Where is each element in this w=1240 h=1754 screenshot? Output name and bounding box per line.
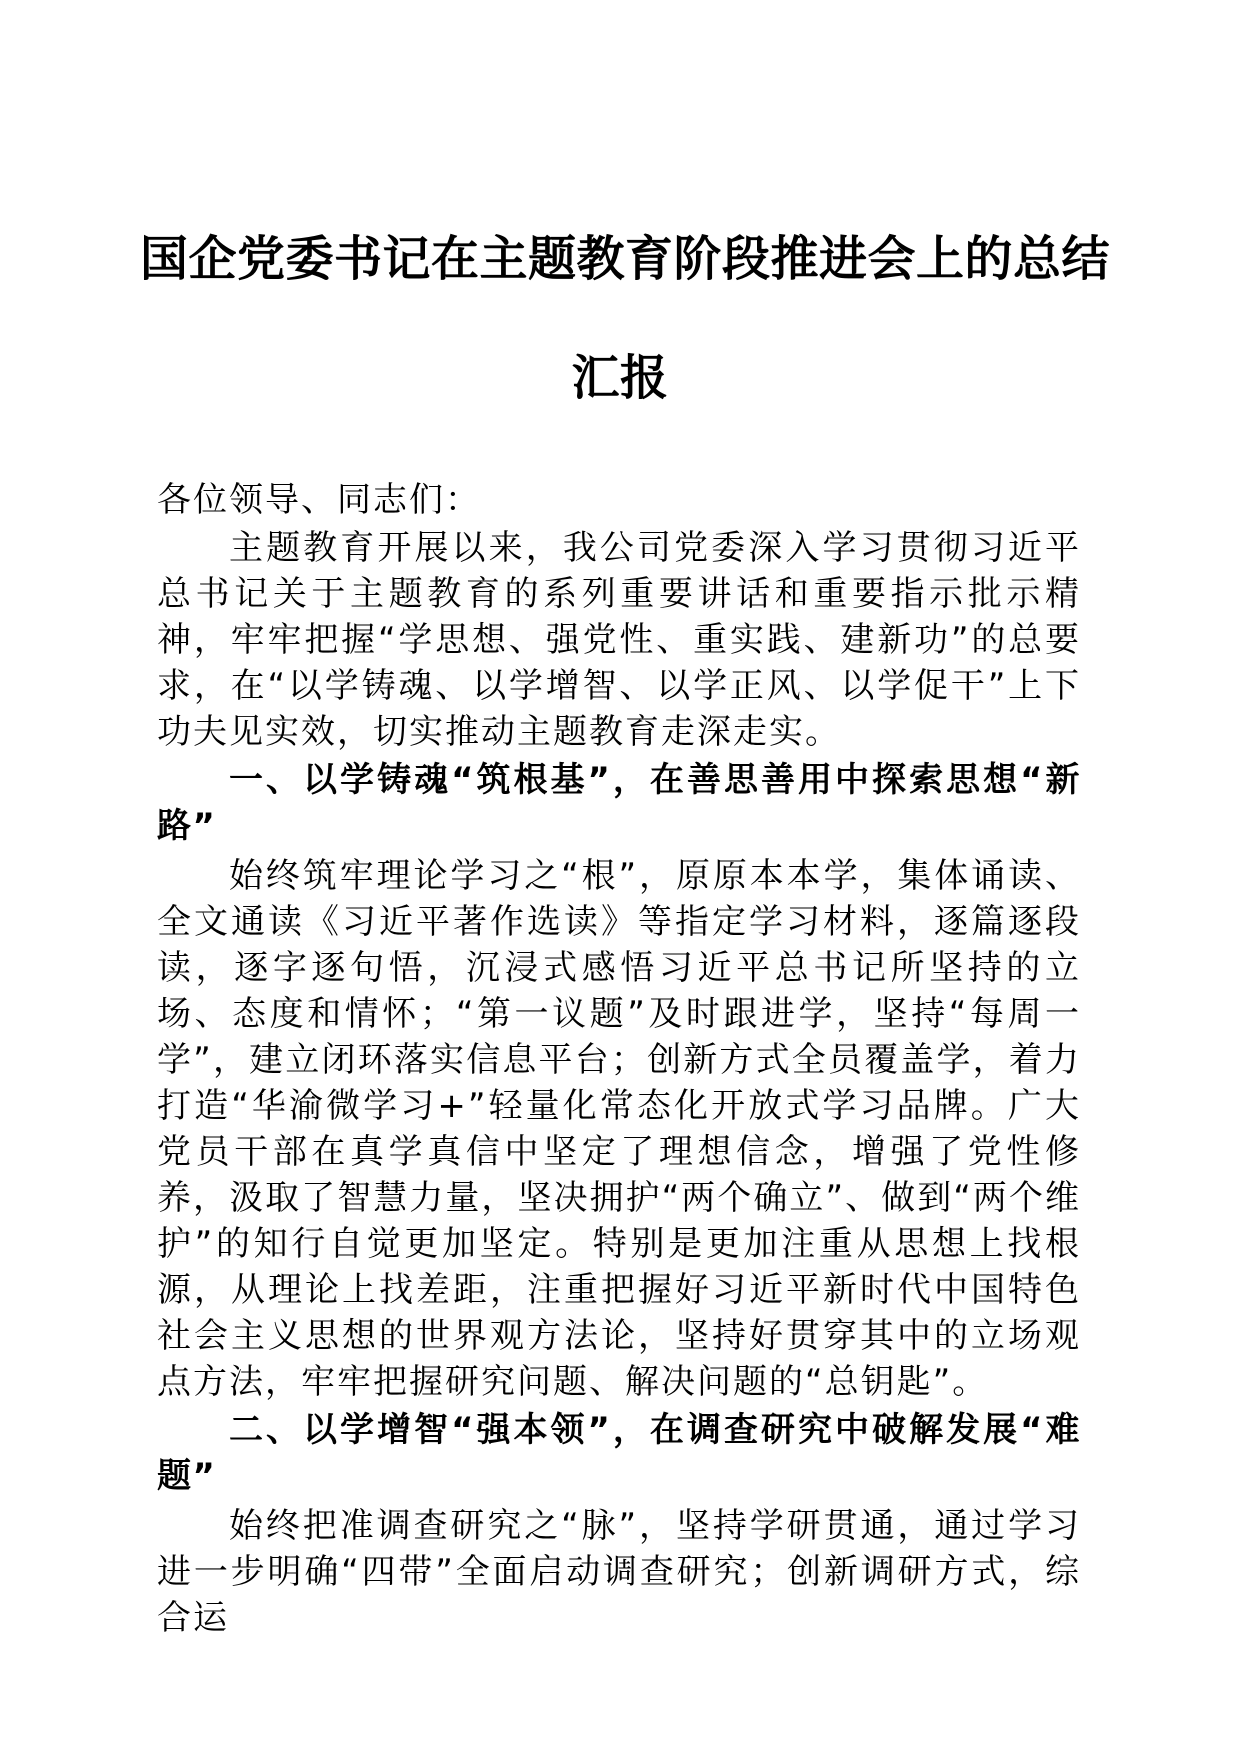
salutation: 各位领导、同志们： <box>157 480 481 520</box>
section-2-paragraph: 始终把准调查研究之“脉”，坚持学研贯通，通过学习进一步明确“四带”全面启动调查研究；创新调研方式，综合运 <box>157 1506 1081 1638</box>
intro-paragraph: 主题教育开展以来，我公司党委深入学习贯彻习近平总书记关于主题教育的系列重要讲话和重要指示批示精神，牢牢把握“学思想、强党性、重实践、建新功”的总要求，在“以学铸魂、以学增智、以学正风、以学促干”上下功夫见实效，切实推动主题教育走深走实。 <box>157 528 1081 752</box>
document-body <box>157 477 1081 1643</box>
section-1-paragraph: 始终筑牢理论学习之“根”，原原本本学，集体诵读、全文通读《习近平著作选读》等指定学习材料，逐篇逐段读，逐字逐句悟，沉浸式感悟习近平总书记所坚持的立场、态度和情怀；“第一议题”及时跟进学，坚持“每周一学”，建立闭环落实信息平台；创新方式全员覆盖学，着力打造“华渝微学习+”轻量化常态化开放式学习品牌。广大党员干部在真学真信中坚定了理想信念，增强了党性修养，汲取了智慧力量，坚决拥护“两个确立”、做到“两个维护”的知行自觉更加坚定。特别是更加注重从思想上找根源，从理论上找差距，注重把握好习近平新时代中国特色社会主义思想的世界观方法论，坚持好贯穿其中的立场观点方法，牢牢把握研究问题、解决问题的“总钥匙”。 <box>157 856 1081 1402</box>
document-title-line-1: 国企党委书记在主题教育阶段推进会上的总结 <box>140 231 1111 287</box>
section-2-heading: 二、以学增智“强本领”，在调查研究中破解发展“难题” <box>157 1410 1081 1496</box>
section-1-heading: 一、以学铸魂“筑根基”，在善思善用中探索思想“新路” <box>157 760 1081 846</box>
document-title-line-2: 汇报 <box>571 350 669 406</box>
